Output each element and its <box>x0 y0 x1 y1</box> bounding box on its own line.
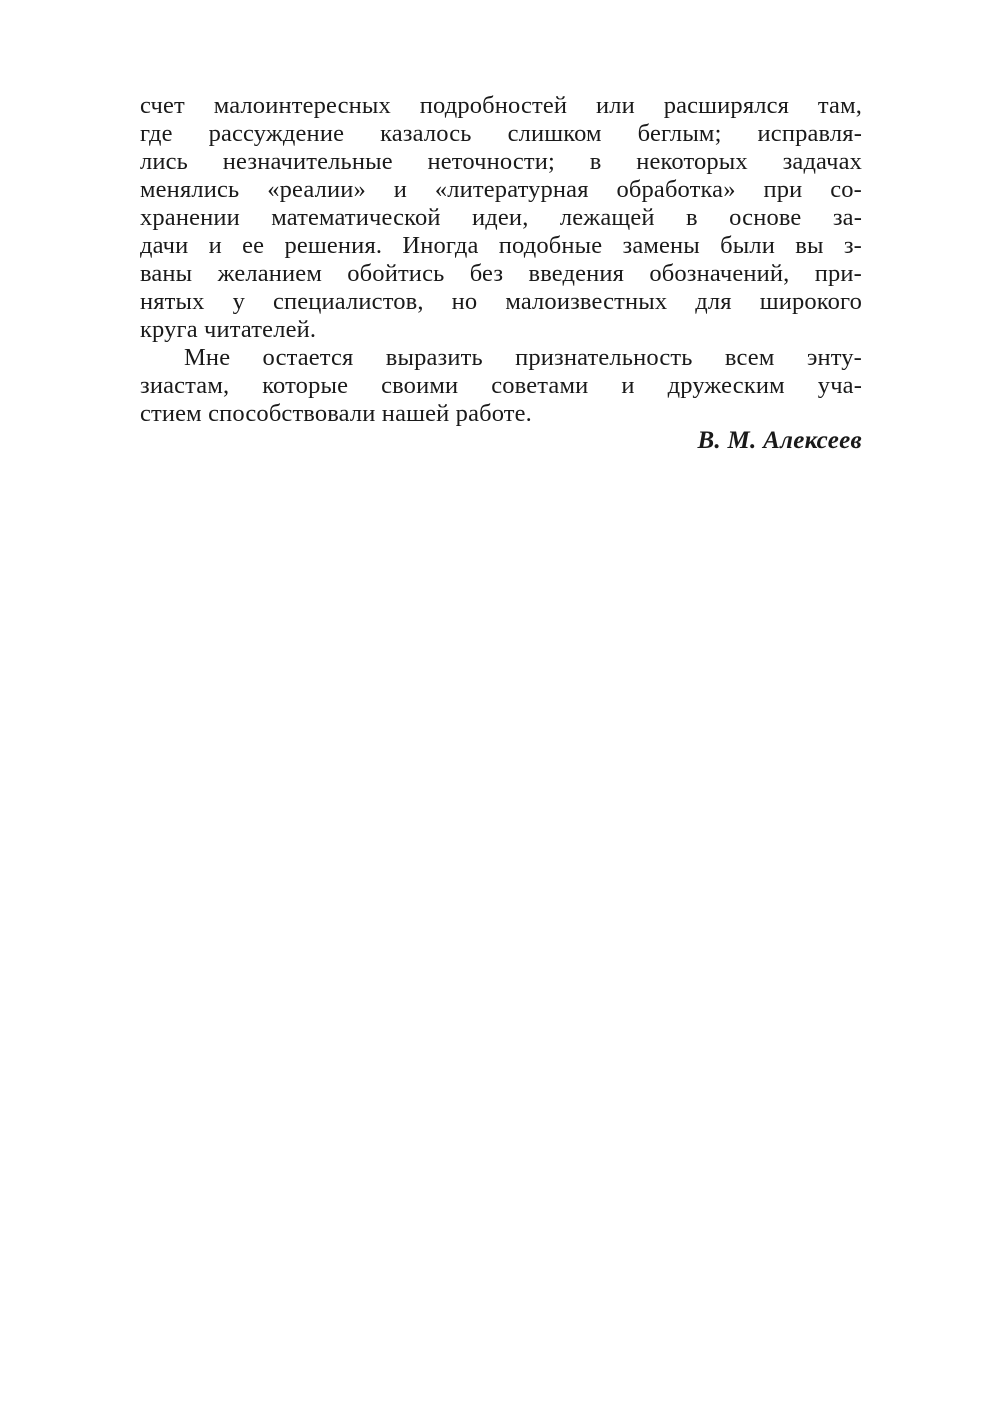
paragraph-2 <box>140 344 862 428</box>
author-signature: В. М. Алексеев <box>697 427 862 454</box>
text-line: нятых у специалистов, но малоизвестных для широкого <box>140 288 862 315</box>
text-line: менялись «реалии» и «литературная обработка» при со- <box>140 176 862 203</box>
text-line: зиастам, которые своими советами и дружеским уча- <box>140 372 862 399</box>
text-line: хранении математической идеи, лежащей в основе за- <box>140 204 862 231</box>
text-line: где рассуждение казалось слишком беглым; исправля- <box>140 120 862 147</box>
text-line: счет малоинтересных подробностей или расширялся там, <box>140 92 862 119</box>
text-line: Мне остается выразить признательность всем энту- <box>184 344 862 371</box>
text-line: ваны желанием обойтись без введения обозначений, при- <box>140 260 862 287</box>
paragraph-1 <box>140 92 862 344</box>
text-line: стием способствовали нашей работе. <box>140 400 532 427</box>
body-text <box>140 92 862 428</box>
text-line: лись незначительные неточности; в некоторых задачах <box>140 148 862 175</box>
text-line: дачи и ее решения. Иногда подобные замены были вы з- <box>140 232 862 259</box>
text-line: круга читателей. <box>140 316 317 343</box>
